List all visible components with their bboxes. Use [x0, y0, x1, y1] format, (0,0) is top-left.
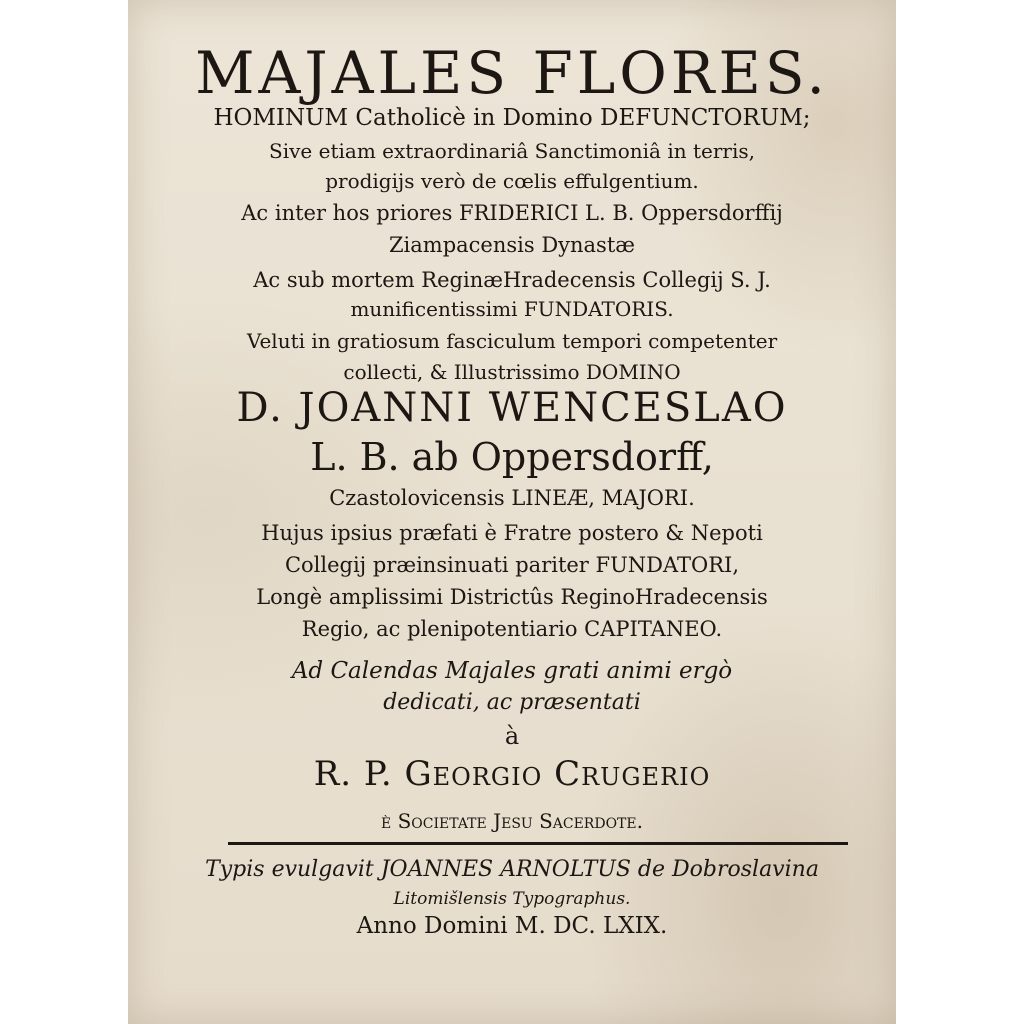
author-name: R. P. Georgio Crugerio	[313, 754, 711, 794]
author-preposition: à	[504, 722, 520, 750]
subtitle-line-8: Veluti in gratiosum fasciculum tempori competenter	[246, 329, 778, 353]
subtitle-line-9: collecti, & Illustrissimo DOMINO	[343, 360, 681, 384]
horizontal-rule	[228, 842, 848, 845]
occasion-line-1: Ad Calendas Majales grati animi ergò	[291, 658, 733, 684]
dedication-line-1: Czastolovicensis LINEÆ, MAJORI.	[329, 486, 695, 510]
dedication-line-3: Collegij præinsinuati pariter FUNDATORI,	[284, 553, 740, 577]
title-page	[128, 0, 896, 1024]
dedicatee-name: D. JOANNI WENCESLAO	[236, 385, 788, 431]
subtitle-line-1: HOMINUM Catholicè in Domino DEFUNCTORUM;	[213, 105, 811, 131]
book-title: MAJALES FLORES.	[195, 39, 829, 107]
dedication-line-4: Longè amplissimi Districtûs ReginoHradecensis	[256, 585, 768, 609]
subtitle-line-4: Ac inter hos priores FRIDERICI L. B. Oppersdorffij	[241, 201, 783, 225]
subtitle-line-3: prodigijs verò de cœlis effulgentium.	[325, 169, 699, 193]
dedicatee-title: L. B. ab Oppersdorff,	[310, 435, 714, 479]
dedication-line-5: Regio, ac plenipotentiario CAPITANEO.	[301, 617, 723, 641]
imprint-place: Litomišlensis Typographus.	[393, 889, 631, 909]
subtitle-line-2: Sive etiam extraordinariâ Sanctimoniâ in terris,	[269, 139, 755, 163]
subtitle-line-6: Ac sub mortem ReginæHradecensis Collegij S. J.	[253, 268, 771, 292]
dedication-line-2: Hujus ipsius præfati è Fratre postero & Nepoti	[261, 521, 763, 545]
imprint-year: Anno Domini M. DC. LXIX.	[356, 913, 668, 939]
subtitle-line-7: munificentissimi FUNDATORIS.	[350, 297, 674, 321]
occasion-line-2: dedicati, ac præsentati	[383, 690, 641, 715]
author-affiliation: è Societate Jesu Sacerdote.	[381, 809, 643, 833]
subtitle-line-5: Ziampacensis Dynastæ	[388, 233, 636, 257]
imprint-printer: Typis evulgavit JOANNES ARNOLTUS de Dobroslavina	[205, 857, 819, 882]
